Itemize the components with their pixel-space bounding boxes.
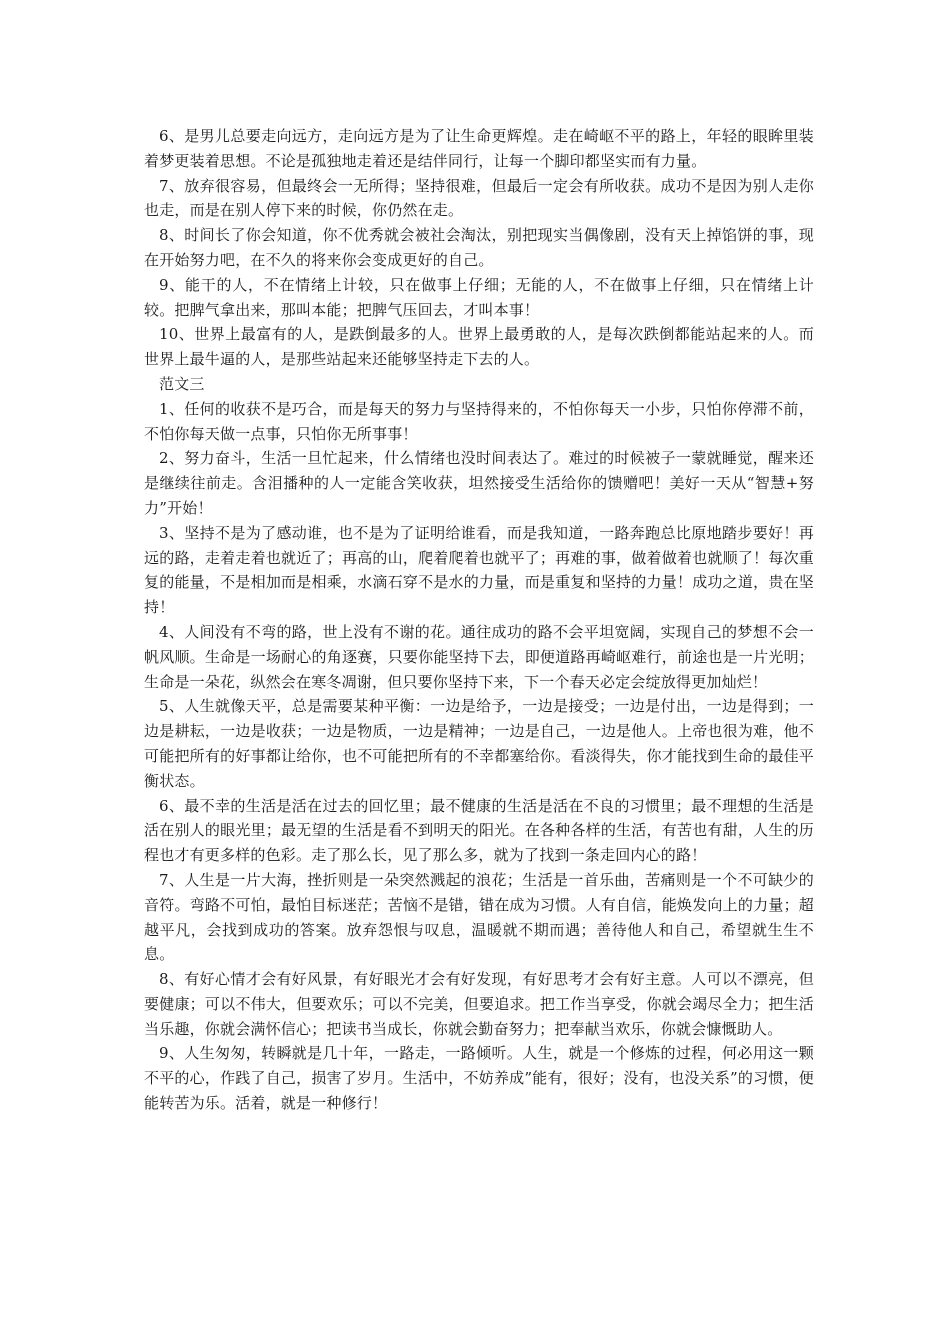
paragraph-a10: 10、世界上最富有的人，是跌倒最多的人。世界上最勇敢的人，是每次跌倒都能站起来的人。而世界上最牛逼的人，是那些站起来还能够坚持走下去的人。: [144, 325, 814, 369]
paragraph-b8: 8、有好心情才会有好风景，有好眼光才会有好发现，有好思考才会有好主意。人可以不漂亮，但要健康；可以不伟大，但要欢乐；可以不完美，但要追求。把工作当享受，你就会竭尽全力；把生活当乐趣，你就会满怀信心；把读书当成长，你就会勤奋努力；把奉献当欢乐，你就会慷慨助人。: [144, 970, 814, 1038]
paragraph-b7: 7、人生是一片大海，挫折则是一朵突然溅起的浪花；生活是一首乐曲，苦痛则是一个不可缺少的音符。弯路不可怕，最怕目标迷茫；苦恼不是错，错在成为习惯。人有自信，能焕发向上的力量；超越平凡，会找到成功的答案。放弃怨恨与叹息，温暖就不期而遇；善待他人和自己，希望就生生不息。: [144, 870, 814, 964]
paragraph-b1: 1、任何的收获不是巧合，而是每天的努力与坚持得来的，不怕你每天一小步，只怕你停滞不前，不怕你每天做一点事，只怕你无所事事！: [144, 399, 814, 443]
paragraph-b5: 5、人生就像天平，总是需要某种平衡：一边是给予，一边是接受；一边是付出，一边是得到；一边是耕耘，一边是收获；一边是物质，一边是精神；一边是自己，一边是他人。上帝也很为难，他不可能把所有的好事都让给你，也不可能把所有的不幸都塞给你。看淡得失，你才能找到生命的最佳平衡状态。: [144, 697, 814, 790]
paragraph-b6: 6、最不幸的生活是活在过去的回忆里；最不健康的生活是活在不良的习惯里；最不理想的生活是活在别人的眼光里；最无望的生活是看不到明天的阳光。在各种各样的生活，有苦也有甜，人生的历程也才有更多样的色彩。走了那么长，见了那么多，就为了找到一条走回内心的路！: [144, 796, 814, 865]
paragraph-a9: 9、能干的人，不在情绪上计较，只在做事上仔细；无能的人，不在做事上仔细，只在情绪上计较。把脾气拿出来，那叫本能；把脾气压回去，才叫本事！: [144, 275, 814, 319]
paragraph-a6: 6、是男儿总要走向远方，走向远方是为了让生命更辉煌。走在崎岖不平的路上，年轻的眼眸里装着梦更装着思想。不论是孤独地走着还是结伴同行，让每一个脚印都坚实而有力量。: [144, 127, 814, 170]
paragraph-b4: 4、人间没有不弯的路，世上没有不谢的花。通往成功的路不会平坦宽阔，实现自己的梦想不会一帆风顺。生命是一场耐心的角逐赛，只要你能坚持下去，即便道路再崎岖难行，前途也是一片光明；生命是一朵花，纵然会在寒冬凋谢，但只要你坚持下来，下一个春天必定会绽放得更加灿烂！: [144, 622, 814, 691]
paragraph-b9: 9、人生匆匆，转瞬就是几十年，一路走，一路倾听。人生，就是一个修炼的过程，何必用这一颗不平的心，作践了自己，损害了岁月。生活中，不妨养成”能有，很好；没有，也没关系”的习惯，便能转苦为乐。活着，就是一种修行！: [144, 1044, 814, 1113]
section-title: 范文三: [159, 374, 205, 393]
paragraph-a8: 8、时间长了你会知道，你不优秀就会被社会淘汰，别把现实当偶像剧，没有天上掉馅饼的事，现在开始努力吧，在不久的将来你会变成更好的自己。: [144, 226, 814, 269]
document-page: [144, 124, 814, 1116]
paragraph-b3: 3、坚持不是为了感动谁，也不是为了证明给谁看，而是我知道，一路奔跑总比原地踏步要好！再远的路，走着走着也就近了；再高的山，爬着爬着也就平了；再难的事，做着做着也就顺了！每次重复的能量，不是相加而是相乘，水滴石穿不是水的力量，而是重复和坚持的力量！成功之道，贵在坚持！: [144, 523, 814, 617]
paragraph-a7: 7、放弃很容易，但最终会一无所得；坚持很难，但最后一定会有所收获。成功不是因为别人走你也走，而是在别人停下来的时候，你仍然在走。: [144, 176, 814, 220]
paragraph-b2: 2、努力奋斗，生活一旦忙起来，什么情绪也没时间表达了。难过的时候被子一蒙就睡觉，醒来还是继续往前走。含泪播种的人一定能含笑收获，坦然接受生活给你的馈赠吧！美好一天从“智慧+努力”开始！: [144, 449, 814, 517]
